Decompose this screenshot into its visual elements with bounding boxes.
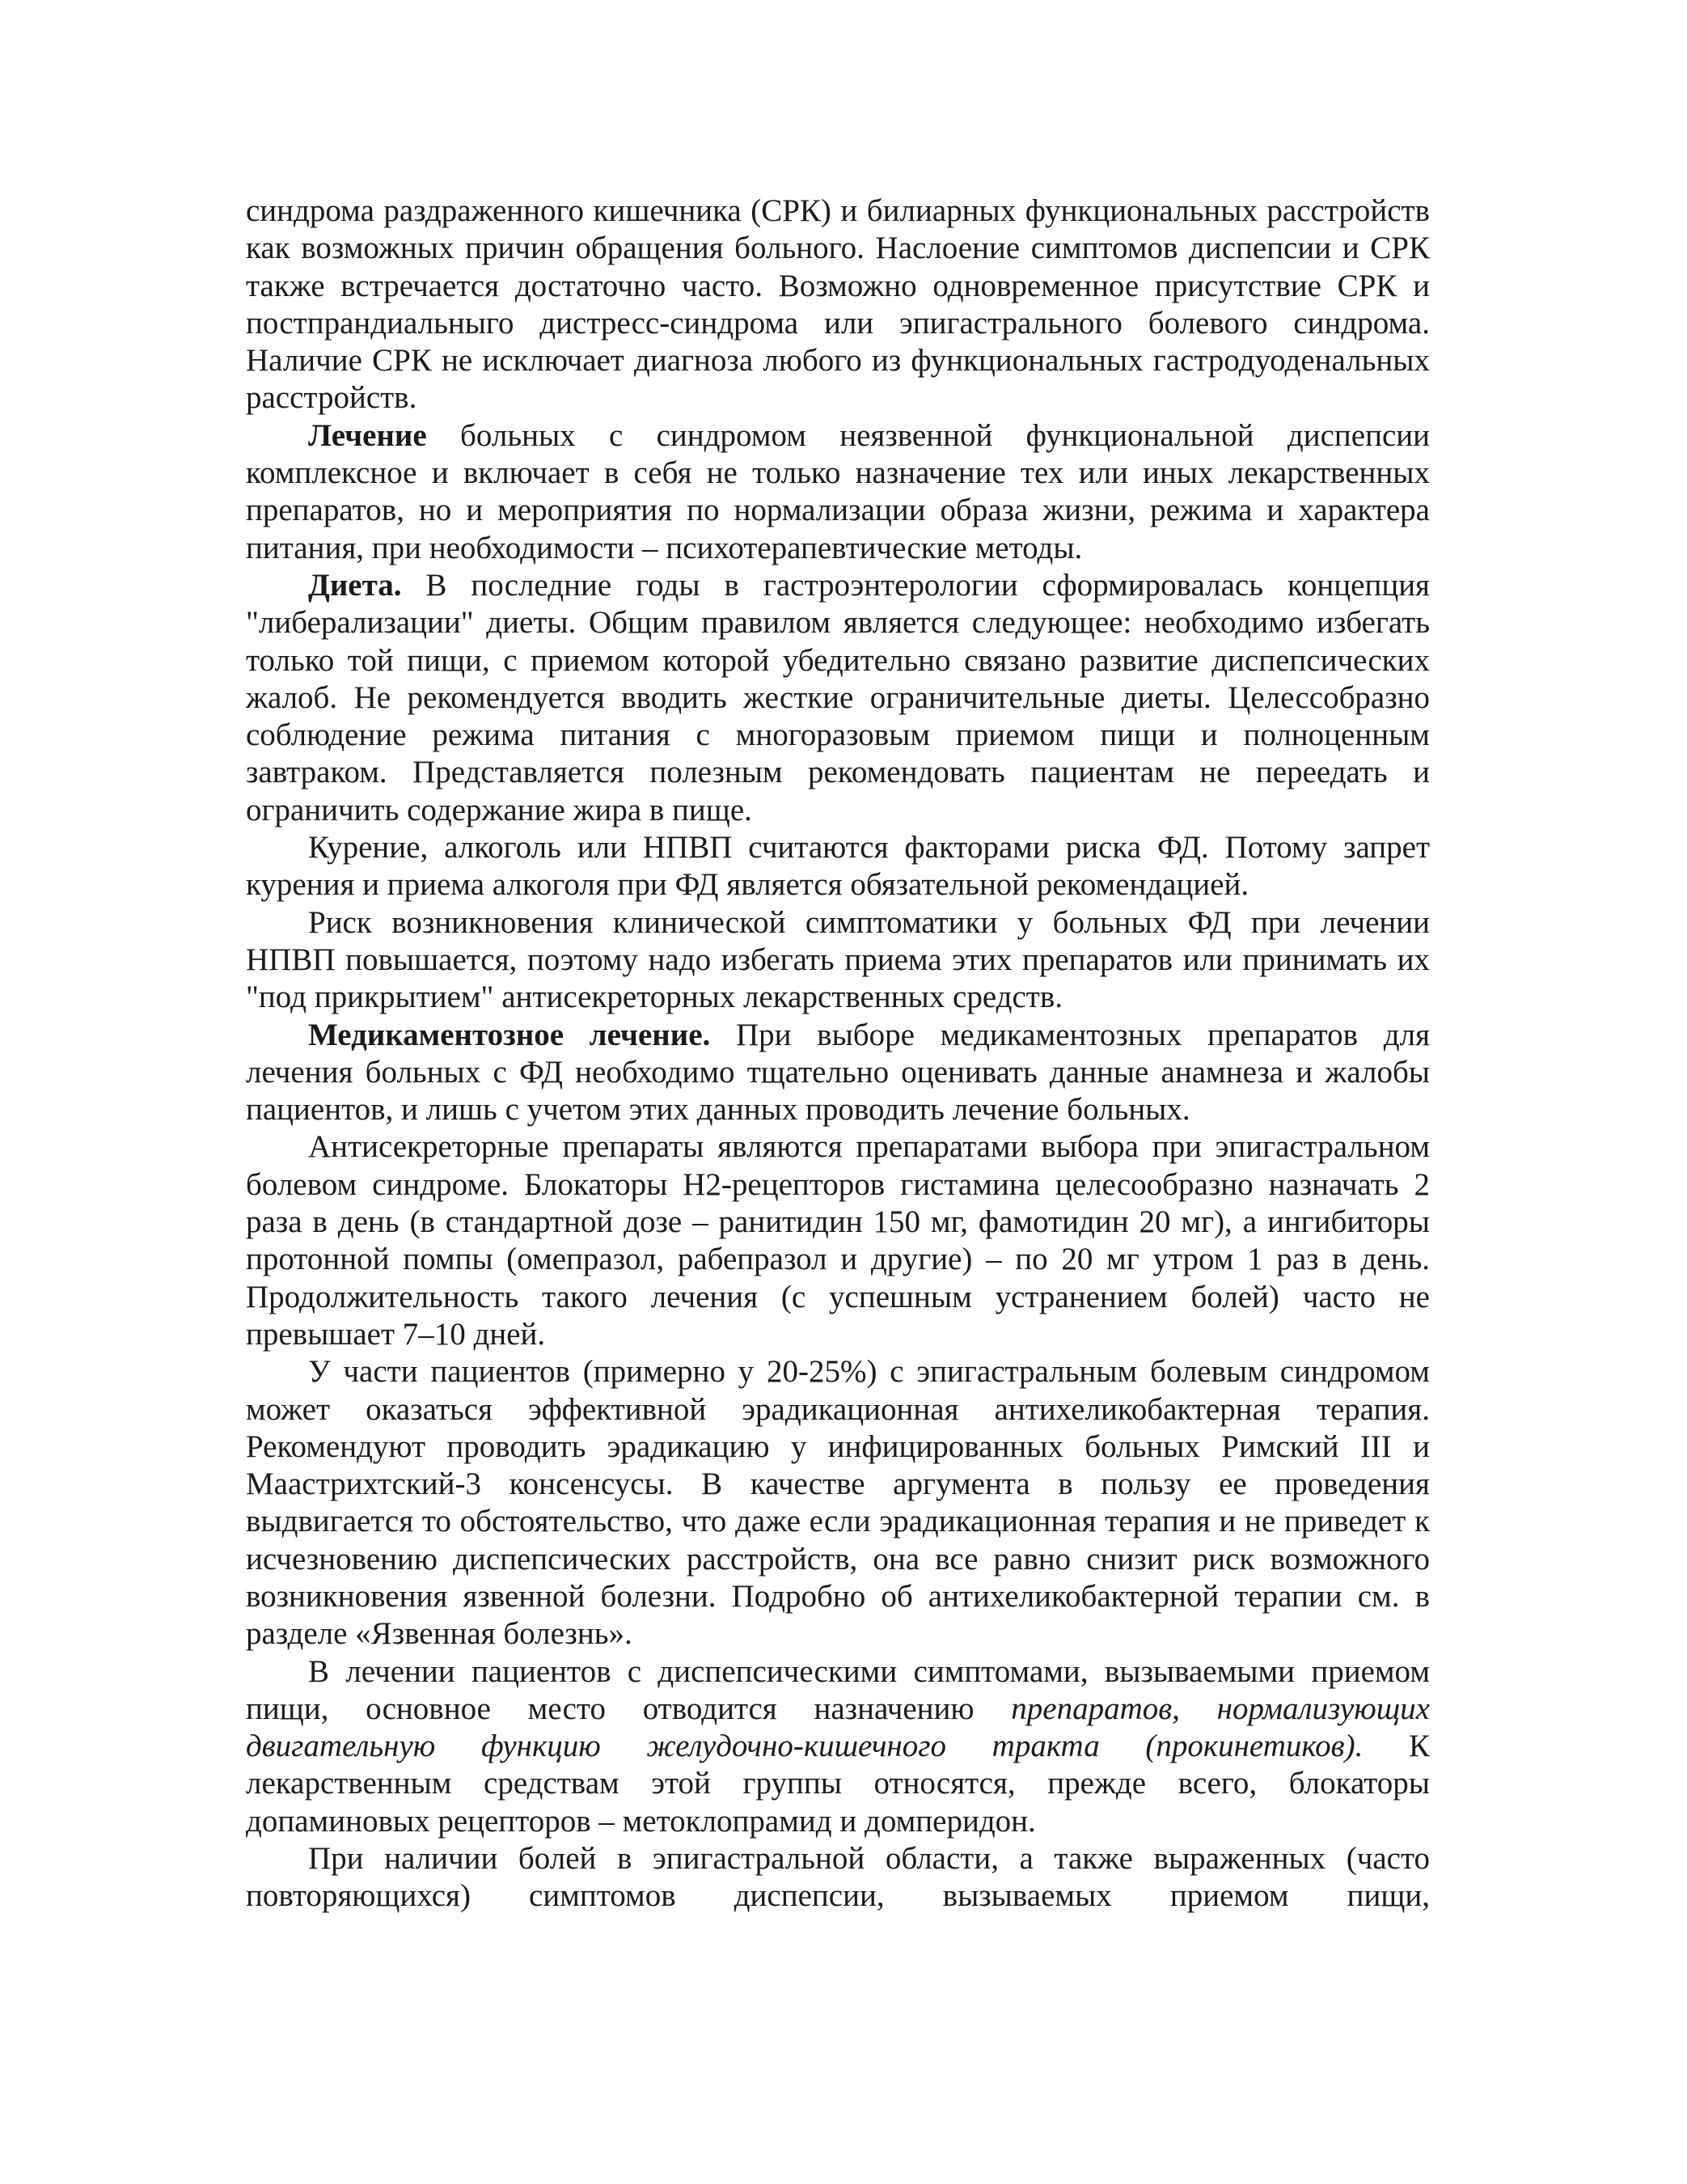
paragraph	[246, 1840, 1430, 1915]
paragraph	[246, 193, 1430, 417]
bold-run: Диета.	[308, 567, 402, 603]
bold-run: Лечение	[308, 417, 427, 453]
text-run: Курение, алкоголь или НПВП считаются факторами риска ФД. Потому запрет курения и приема алкоголя при ФД является обязательной рекомендацией.	[246, 830, 1430, 903]
paragraph	[246, 567, 1430, 829]
paragraph	[246, 1128, 1430, 1353]
text-run: синдрома раздраженного кишечника (СРК) и билиарных функциональных расстройств как возможных причин обращения больного. Наслоение симптомов диспепсии и СРК также встречается достаточно часто. Возможно одновременное присутствие СРК и постпрандиальныго дистресс-синдрома или эпигастрального болевого синдрома. Наличие СРК не исключает диагноза любого из функциональных гастродуоденальных расстройств.	[246, 193, 1430, 416]
paragraph	[246, 417, 1430, 567]
text-run: Риск возникновения клинической симптоматики у больных ФД при лечении НПВП повышается, поэтому надо избегать приема этих препаратов или принимать их "под прикрытием" антисекреторных лекарственных средств.	[246, 904, 1430, 1015]
document-page	[246, 193, 1430, 1915]
text-run: больных с синдромом неязвенной функциональной диспепсии комплексное и включает в себя не только назначение тех или иных лекарственных препаратов, но и мероприятия по нормализации образа жизни, режима и характера питания, при необходимости – психотерапевтические методы.	[246, 417, 1430, 565]
text-run: При выборе медикаментозных препаратов для лечения больных с ФД необходимо тщательно оценивать данные анамнеза и жалобы пациентов, и лишь с учетом этих данных проводить лечение больных.	[246, 1017, 1431, 1128]
paragraph	[246, 829, 1430, 904]
paragraph	[246, 1653, 1430, 1840]
italic-run: препаратов, нормализующих двигательную функцию желудочно-кишечного тракта (прокинетиков).	[246, 1691, 1430, 1764]
paragraph	[246, 904, 1430, 1017]
text-run: В последние годы в гастроэнтерологии сформировалась концепция "либерализации" диеты. Общим правилом является следующее: необходимо избегать только той пищи, с приемом которой убедительно связано развитие диспепсических жалоб. Не рекомендуется вводить жесткие ограничительные диеты. Целессобразно соблюдение режима питания с многоразовым приемом пищи и полноценным завтраком. Представляется полезным рекомендовать пациентам не переедать и ограничить содержание жира в пище.	[246, 567, 1430, 827]
text-run: В лечении пациентов с диспепсическими симптомами, вызываемыми приемом пищи, основное место отводится назначению	[246, 1653, 1430, 1726]
paragraph	[246, 1353, 1430, 1653]
text-run: К лекарственным средствам этой группы относятся, прежде всего, блокаторы допаминовых рецепторов – метоклопрамид и домперидон.	[246, 1729, 1431, 1839]
bold-run: Медикаментозное лечение.	[308, 1017, 711, 1052]
text-run: У части пациентов (примерно у 20-25%) с эпигастральным болевым синдромом может оказаться эффективной эрадикационная антихеликобактерная терапия. Рекомендуют проводить эрадикацию у инфицированных больных Римский III и Маастрихтский-3 консенсусы. В качестве аргумента в пользу ее проведения выдвигается то обстоятельство, что даже если эрадикационная терапия и не приведет к исчезновению диспепсических расстройств, она все равно снизит риск возможного возникновения язвенной болезни. Подробно об антихеликобактерной терапии см. в разделе «Язвенная болезнь».	[246, 1354, 1430, 1652]
text-run: При наличии болей в эпигастральной области, а также выраженных (часто повторяющихся) симптомов диспепсии, вызываемых приемом пищи,	[246, 1841, 1430, 1914]
paragraph	[246, 1017, 1430, 1129]
text-run: Антисекреторные препараты являются препаратами выбора при эпигастральном болевом синдроме. Блокаторы Н2-рецепторов гистамина целесообразно назначать 2 раза в день (в стандартной дозе – ранитидин 150 мг, фамотидин 20 мг), а ингибиторы протонной помпы (омепразол, рабепразол и другие) – по 20 мг утром 1 раз в день. Продолжительность такого лечения (с успешным устранением болей) часто не превышает 7–10 дней.	[246, 1129, 1430, 1352]
